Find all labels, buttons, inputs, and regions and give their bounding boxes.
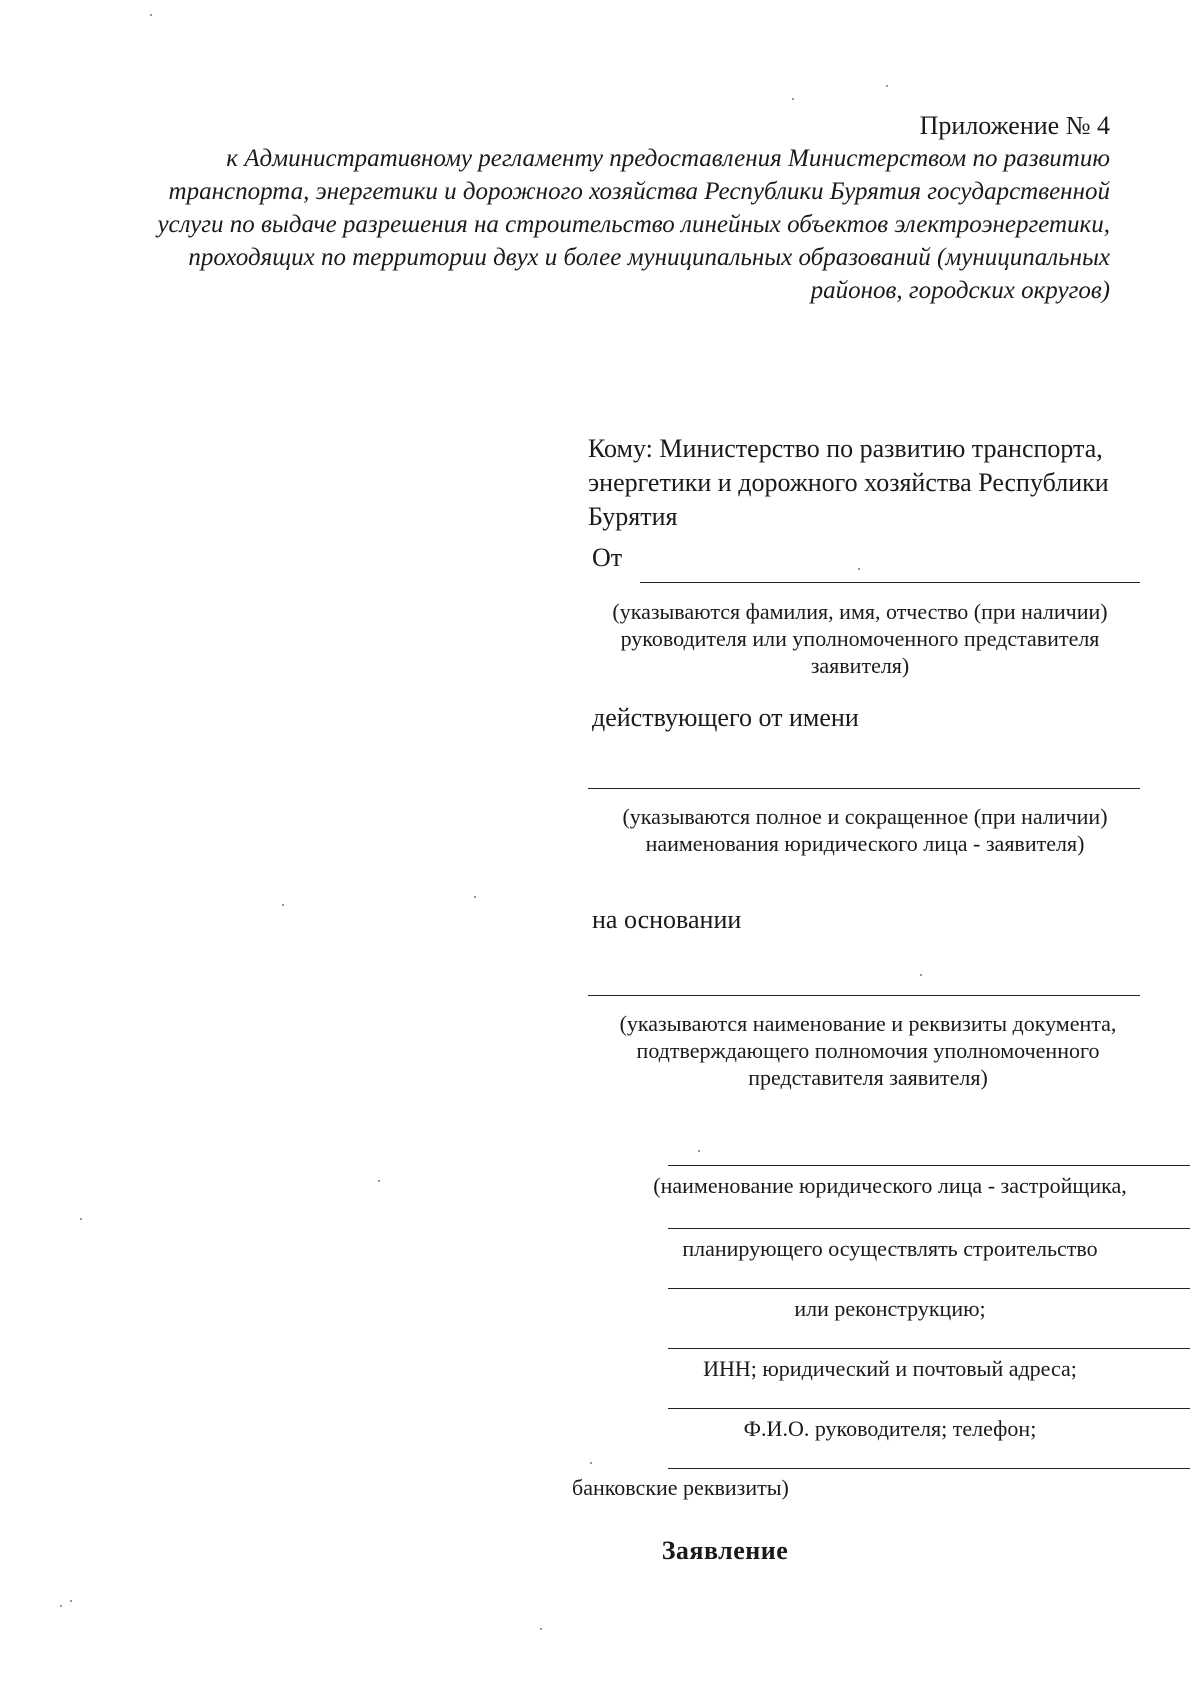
developer-fill-line <box>668 1348 1190 1349</box>
developer-line: ИНН; юридический и почтовый адреса; <box>703 1356 1077 1381</box>
developer-fill-line <box>668 1288 1190 1289</box>
acting-caption: (указываются полное и сокращенное (при наличии) наименования юридического лица - заявителя) <box>622 804 1108 856</box>
developer-line: банковские реквизиты) <box>572 1475 789 1500</box>
basis-caption: (указываются наименование и реквизиты документа, подтверждающего полномочия уполномоченного представителя заявителя) <box>619 1011 1117 1090</box>
statement-title: Заявление <box>661 1536 789 1565</box>
scan-speck <box>378 1180 380 1182</box>
scan-speck <box>886 85 888 87</box>
developer-fill-line <box>668 1228 1190 1229</box>
from-label: От <box>592 543 623 572</box>
scan-speck <box>60 1605 62 1607</box>
from-caption: (указываются фамилия, имя, отчество (при наличии) руководителя или уполномоченного представителя заявителя) <box>612 599 1108 678</box>
scan-speck <box>540 1628 542 1630</box>
from-fill-line <box>640 582 1140 583</box>
scan-speck <box>590 1462 592 1464</box>
acting-fill-line <box>588 788 1140 789</box>
basis-label: на основании <box>592 905 742 934</box>
scan-speck <box>792 98 794 100</box>
basis-fill-line <box>588 995 1140 996</box>
scan-speck <box>858 568 860 570</box>
developer-fill-line <box>668 1165 1190 1166</box>
scan-speck <box>150 14 152 16</box>
developer-line: планирующего осуществлять строительство <box>682 1236 1098 1261</box>
appendix-title: Приложение № 4 <box>919 111 1110 140</box>
scan-speck <box>80 1218 82 1220</box>
developer-line: или реконструкцию; <box>794 1296 986 1321</box>
acting-label: действующего от имени <box>592 703 859 732</box>
scan-speck <box>70 1600 72 1602</box>
addressee-to: Кому: Министерство по развитию транспорта, энергетики и дорожного хозяйства Республики Бурятия <box>588 434 1109 531</box>
appendix-subtitle: к Административному регламенту предоставления Министерством по развитию транспорта, энергетики и дорожного хозяйства Республики Бурятия государственной услуги по выдаче разрешения на строительство линейных объектов электроэнергетики, проходящих по территории двух и более муниципальных образований (муниципальных районов, городских округов) <box>157 145 1110 304</box>
scan-speck <box>698 1150 700 1152</box>
developer-line: Ф.И.О. руководителя; телефон; <box>743 1416 1037 1441</box>
developer-fill-line <box>668 1468 1190 1469</box>
scan-speck <box>920 974 922 976</box>
developer-fill-line <box>668 1408 1190 1409</box>
scan-speck <box>282 904 284 906</box>
developer-line: (наименование юридического лица - застройщика, <box>653 1173 1127 1198</box>
scan-speck <box>474 896 476 898</box>
